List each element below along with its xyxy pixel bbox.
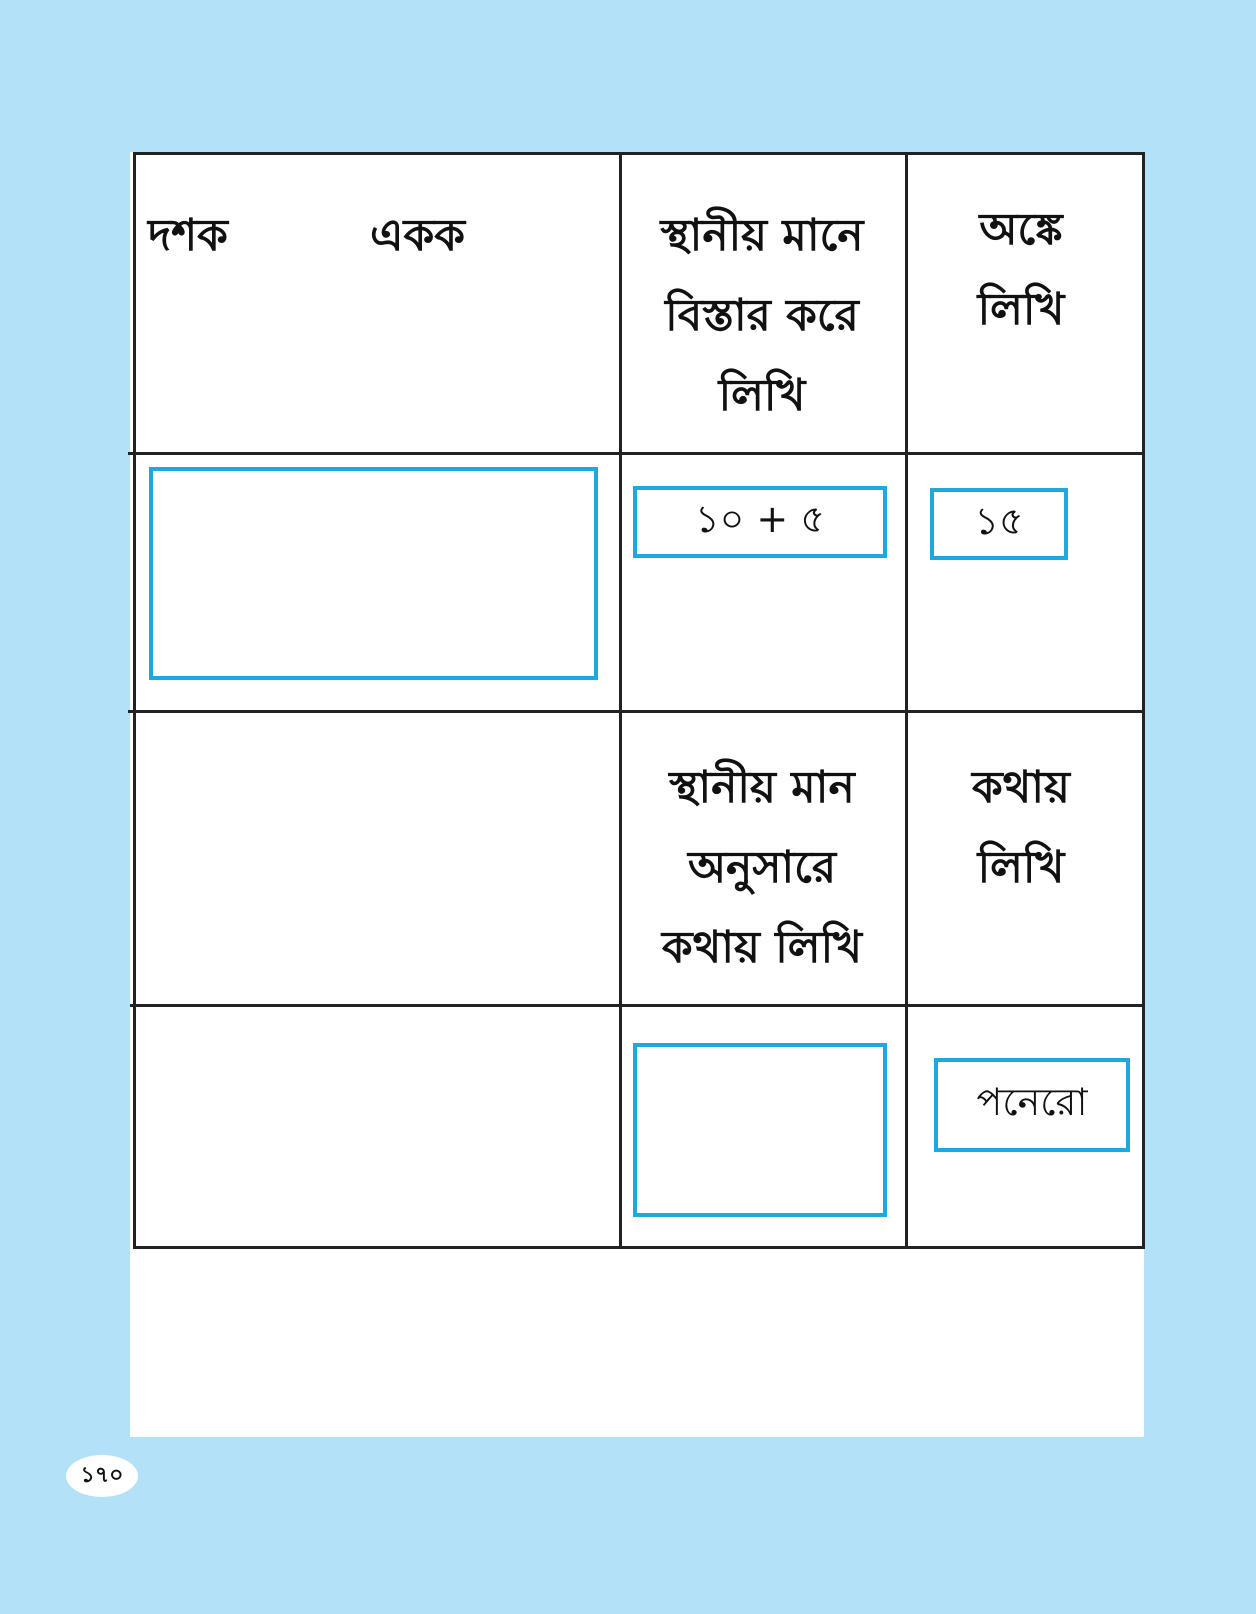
row-divider: [128, 452, 1142, 455]
header-digits-line2: লিখি: [977, 284, 1065, 335]
number-words-box[interactable]: পনেরো: [934, 1058, 1130, 1152]
header-ones: একক: [370, 210, 466, 261]
subheader-in-words-line1: কথায়: [972, 762, 1070, 813]
page-number: ১৭০: [66, 1455, 138, 1497]
digits-box[interactable]: ১৫: [930, 488, 1068, 560]
header-expanded-line1: স্থানীয় মানে: [660, 210, 864, 261]
row-divider: [128, 710, 1142, 713]
subheader-words-line1: স্থানীয় মান: [669, 762, 855, 813]
row-divider: [130, 1004, 1142, 1007]
place-value-words-box[interactable]: [633, 1043, 887, 1217]
place-value-answer-box[interactable]: [149, 467, 598, 680]
header-digits-line1: অঙ্কে: [979, 204, 1063, 255]
subheader-in-words-line2: লিখি: [977, 842, 1065, 893]
expanded-form-box[interactable]: ১০ + ৫: [633, 486, 887, 558]
subheader-words-line2: অনুসারে: [687, 842, 837, 893]
header-expanded-line3: লিখি: [718, 370, 806, 421]
subheader-words-line3: কথায় লিখি: [661, 922, 863, 973]
header-expanded-line2: বিস্তার করে: [665, 290, 859, 341]
header-tens: দশক: [148, 210, 228, 261]
